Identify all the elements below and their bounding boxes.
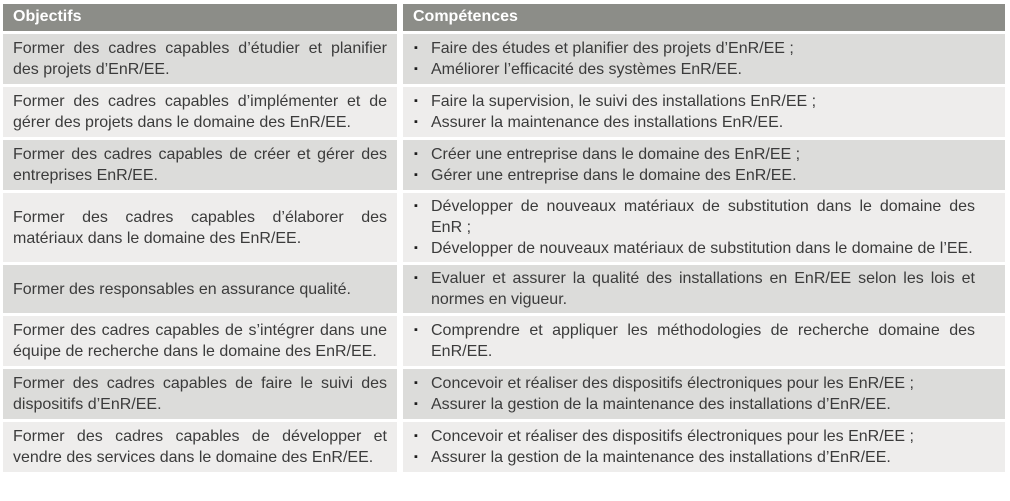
competences-cell <box>403 87 1005 137</box>
competences-list <box>403 426 1005 468</box>
competence-item <box>411 426 975 447</box>
competence-item <box>411 196 975 238</box>
square-bullet-icon: ▪ <box>414 324 418 336</box>
objective-cell <box>3 193 397 262</box>
competence-text: Améliorer l’efficacité des systèmes EnR/EE. <box>431 61 742 78</box>
objective-text: Former des cadres capables d’élaborer des matériaux dans le domaine des EnR/EE. <box>13 208 387 247</box>
objective-text: Former des cadres capables d’implémenter et de gérer des projets dans le domaine des EnR/EE. <box>13 93 387 131</box>
competences-cell <box>403 140 1005 190</box>
square-bullet-icon: ▪ <box>414 95 418 107</box>
square-bullet-icon: ▪ <box>414 116 418 128</box>
competences-cell <box>403 193 1005 262</box>
competence-text: Evaluer et assurer la qualité des installations en EnR/EE selon les lois et normes en vigueur. <box>431 270 975 308</box>
competence-text: Créer une entreprise dans le domaine des EnR/EE ; <box>431 146 801 163</box>
competences-list <box>403 268 1005 310</box>
competences-cell <box>403 369 1005 419</box>
competence-item <box>411 447 975 468</box>
objective-cell <box>3 316 397 366</box>
competence-text: Assurer la gestion de la maintenance des installations d’EnR/EE. <box>431 449 891 466</box>
competences-list <box>403 373 1005 415</box>
competence-text: Comprendre et appliquer les méthodologies de recherche domaine des EnR/EE. <box>431 322 975 360</box>
competences-list <box>403 196 1005 259</box>
competences-list <box>403 320 1005 362</box>
competence-text: Développer de nouveaux matériaux de substitution dans le domaine des EnR ; <box>431 198 975 236</box>
competence-item <box>411 320 975 362</box>
competence-item <box>411 373 975 394</box>
objective-text: Former des cadres capables d’étudier et planifier des projets d’EnR/EE. <box>13 40 387 78</box>
competences-list <box>403 91 1005 133</box>
competence-text: Développer de nouveaux matériaux de substitution dans le domaine de l’EE. <box>431 240 973 257</box>
competences-cell <box>403 34 1005 84</box>
square-bullet-icon: ▪ <box>414 242 418 254</box>
square-bullet-icon: ▪ <box>414 148 418 160</box>
competence-text: Concevoir et réaliser des dispositifs électroniques pour les EnR/EE ; <box>431 428 914 445</box>
competences-list <box>403 144 1005 186</box>
objective-cell <box>3 140 397 190</box>
objective-text: Former des cadres capables de faire le suivi des dispositifs d’EnR/EE. <box>13 375 387 413</box>
square-bullet-icon: ▪ <box>414 200 418 212</box>
competence-item <box>411 268 975 310</box>
competence-item <box>411 38 975 59</box>
objective-cell <box>3 422 397 472</box>
competences-list <box>403 38 1005 80</box>
square-bullet-icon: ▪ <box>414 398 418 410</box>
objective-text: Former des cadres capables de s’intégrer dans une équipe de recherche dans le domaine des EnR/EE. <box>13 322 387 360</box>
competence-item <box>411 144 975 165</box>
competences-cell <box>403 422 1005 472</box>
competence-item <box>411 238 975 259</box>
square-bullet-icon: ▪ <box>414 272 418 284</box>
square-bullet-icon: ▪ <box>414 430 418 442</box>
square-bullet-icon: ▪ <box>414 169 418 181</box>
objective-cell <box>3 265 397 313</box>
competences-cell <box>403 265 1005 313</box>
objective-cell <box>3 369 397 419</box>
objective-cell <box>3 87 397 137</box>
competence-text: Assurer la maintenance des installations EnR/EE. <box>431 114 784 131</box>
column-header-objectifs: Objectifs <box>3 4 397 31</box>
competence-item <box>411 59 975 80</box>
square-bullet-icon: ▪ <box>414 63 418 75</box>
competence-text: Faire la supervision, le suivi des installations EnR/EE ; <box>431 93 817 110</box>
objective-text: Former des responsables en assurance qualité. <box>13 280 351 298</box>
competence-text: Concevoir et réaliser des dispositifs électroniques pour les EnR/EE ; <box>431 375 914 392</box>
competence-item <box>411 112 975 133</box>
square-bullet-icon: ▪ <box>414 42 418 54</box>
competences-cell <box>403 316 1005 366</box>
objective-text: Former des cadres capables de développer et vendre des services dans le domaine des EnR/EE. <box>13 428 387 466</box>
competence-item <box>411 91 975 112</box>
competence-text: Faire des études et planifier des projets d’EnR/EE ; <box>431 40 794 57</box>
objective-cell <box>3 34 397 84</box>
competence-text: Gérer une entreprise dans le domaine des EnR/EE. <box>431 167 797 184</box>
competence-text: Assurer la gestion de la maintenance des installations d’EnR/EE. <box>431 396 891 413</box>
competence-item <box>411 394 975 415</box>
competence-item <box>411 165 975 186</box>
objective-text: Former des cadres capables de créer et gérer des entreprises EnR/EE. <box>13 146 387 184</box>
square-bullet-icon: ▪ <box>414 451 418 463</box>
square-bullet-icon: ▪ <box>414 377 418 389</box>
column-header-competences: Compétences <box>403 4 1005 31</box>
